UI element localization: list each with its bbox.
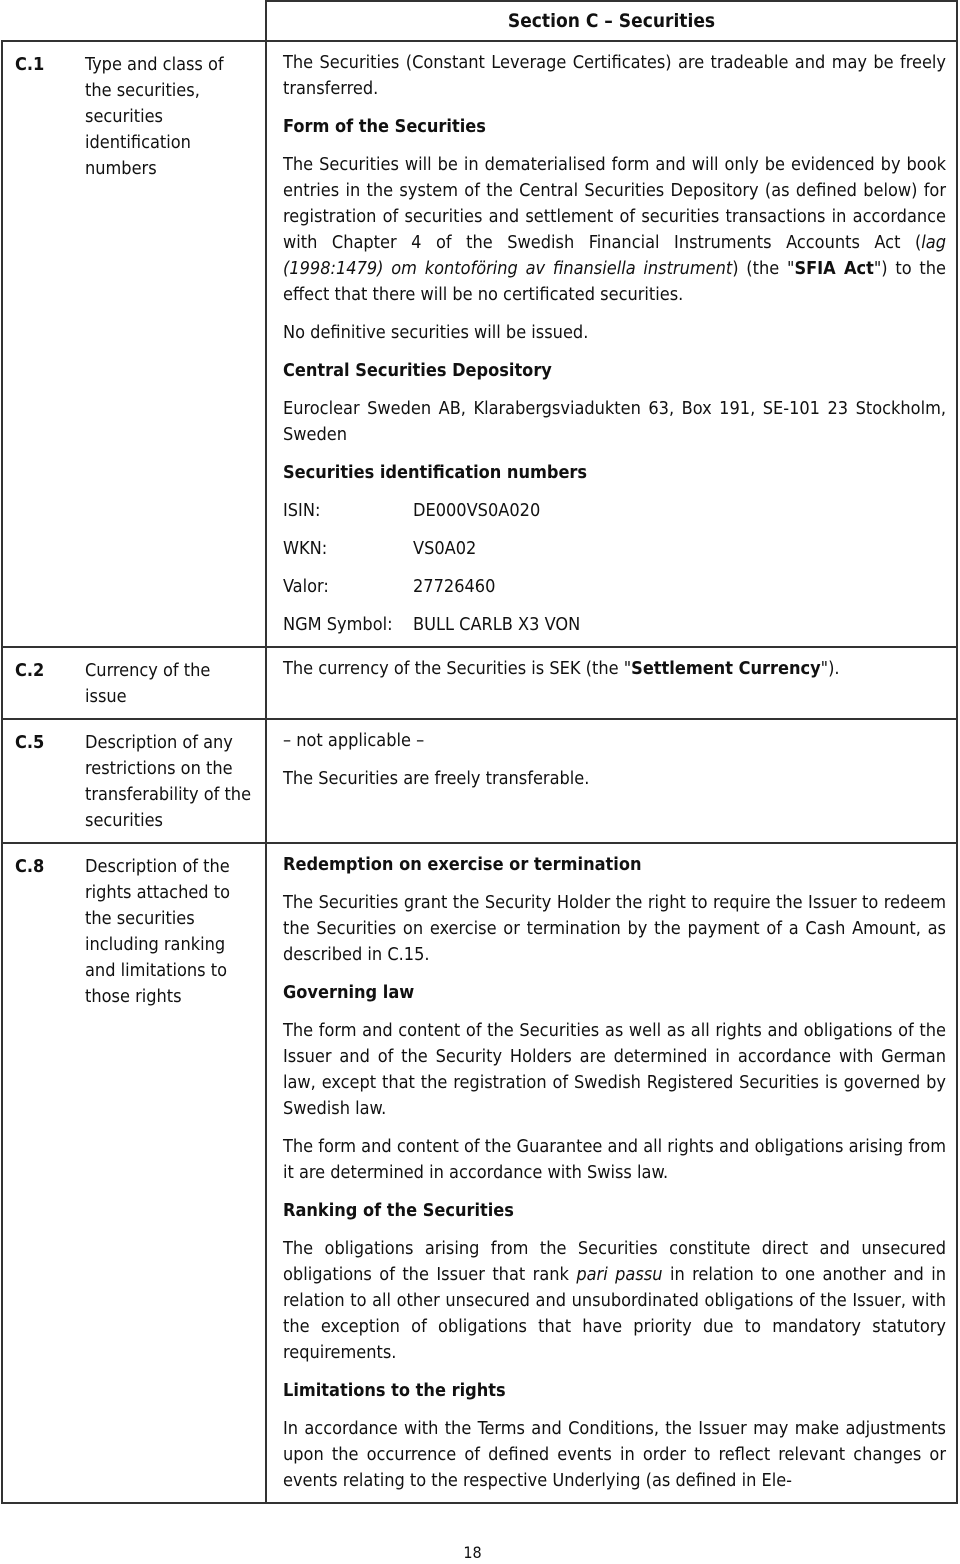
subheading: Securities identification numbers bbox=[283, 462, 588, 483]
section-title: Section C – Securities bbox=[266, 1, 957, 41]
securities-summary-table bbox=[1, 0, 958, 1504]
element-content bbox=[266, 41, 957, 647]
subheading: Governing law bbox=[283, 982, 415, 1003]
paragraph: The form and content of the Securities as well as all rights and obligations of the Issuer and of the Security Holders are determined in accordance with German law, except that the registration of Swedish Registered Securities is governed by Swedish law. bbox=[283, 1020, 946, 1119]
id-key: ISIN: bbox=[283, 500, 321, 521]
paragraph: The currency of the Securities is SEK (the "Settlement Currency"). bbox=[283, 658, 840, 679]
element-content bbox=[266, 719, 957, 843]
subheading: Central Securities Depository bbox=[283, 360, 552, 381]
table-row-c8 bbox=[2, 843, 957, 1503]
id-row bbox=[283, 612, 580, 638]
element-code: C.2 bbox=[2, 647, 69, 719]
element-label: Type and class of the securities, securities identification numbers bbox=[69, 41, 266, 647]
paragraph: The Securities are freely transferable. bbox=[283, 768, 590, 789]
id-value: DE000VS0A020 bbox=[413, 500, 541, 521]
id-value: VS0A02 bbox=[413, 538, 477, 559]
subheading: Form of the Securities bbox=[283, 116, 486, 137]
element-label: Description of any restrictions on the transferability of the securities bbox=[69, 719, 266, 843]
element-code: C.8 bbox=[2, 843, 69, 1503]
element-content bbox=[266, 647, 957, 719]
paragraph: Euroclear Sweden AB, Klarabergsviadukten 63, Box 191, SE-101 23 Stockholm, Sweden bbox=[283, 398, 946, 445]
paragraph: The obligations arising from the Securities constitute direct and unsecured obligations of the Issuer that rank pari passu in relation to one another and in relation to all other unsecured and unsubordinated obligations of the Issuer, with the exception of obligations that have priority due to mandatory statutory requirements. bbox=[283, 1238, 946, 1363]
identification-numbers-table bbox=[283, 498, 580, 638]
id-key: Valor: bbox=[283, 576, 329, 597]
paragraph: No definitive securities will be issued. bbox=[283, 322, 589, 343]
element-code: C.1 bbox=[2, 41, 69, 647]
paragraph: The Securities will be in dematerialised form and will only be evidenced by book entries in the system of the Central Securities Depository (as defined below) for registration of securities and settlement of securities transactions in accordance with Chapter 4 of the Swedish Financial Instruments Accounts Act (lag (1998:1479) om kontoföring av finansiella instrument) (the "SFIA Act") to the effect that there will be no certificated securities. bbox=[283, 154, 946, 305]
id-value: BULL CARLB X3 VON bbox=[413, 614, 581, 635]
page-number: 18 bbox=[463, 1543, 482, 1562]
paragraph: The Securities (Constant Leverage Certificates) are tradeable and may be freely transferred. bbox=[283, 52, 946, 99]
paragraph: The form and content of the Guarantee and all rights and obligations arising from it are determined in accordance with Swiss law. bbox=[283, 1136, 946, 1183]
id-row bbox=[283, 498, 580, 536]
table-row-c5 bbox=[2, 719, 957, 843]
element-content bbox=[266, 843, 957, 1503]
id-key: WKN: bbox=[283, 538, 328, 559]
element-label: Currency of the issue bbox=[69, 647, 266, 719]
paragraph: The Securities grant the Security Holder the right to require the Issuer to redeem the Securities on exercise or termination by the payment of a Cash Amount, as described in C.15. bbox=[283, 892, 946, 965]
id-key: NGM Symbol: bbox=[283, 614, 393, 635]
not-applicable-note: – not applicable – bbox=[283, 730, 425, 751]
subheading: Limitations to the rights bbox=[283, 1380, 506, 1401]
table-row-c1 bbox=[2, 41, 957, 647]
id-row bbox=[283, 536, 580, 574]
subheading: Redemption on exercise or termination bbox=[283, 854, 642, 875]
paragraph: In accordance with the Terms and Conditions, the Issuer may make adjustments upon the occurrence of defined events in order to reflect relevant changes or events relating to the respective Underlying (as defined in Ele- bbox=[283, 1418, 946, 1491]
id-value: 27726460 bbox=[413, 576, 496, 597]
id-row bbox=[283, 574, 580, 612]
element-code: C.5 bbox=[2, 719, 69, 843]
table-row-c2 bbox=[2, 647, 957, 719]
subheading: Ranking of the Securities bbox=[283, 1200, 514, 1221]
element-label: Description of the rights attached to the securities including ranking and limitations to those rights bbox=[69, 843, 266, 1503]
